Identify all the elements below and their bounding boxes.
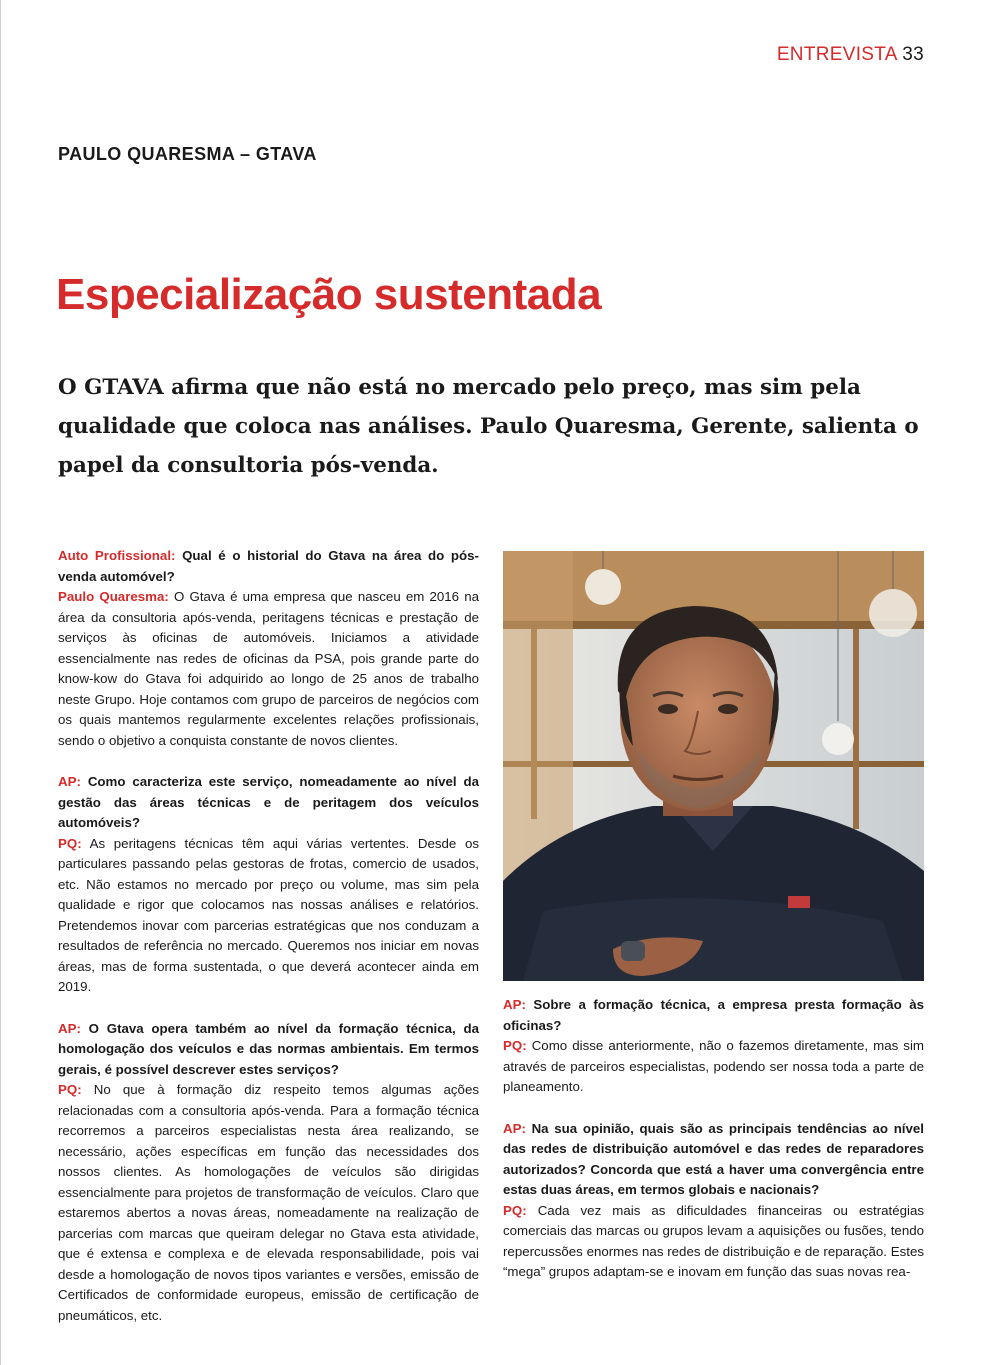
portrait-photo-icon [503,551,924,981]
question-text: Na sua opinião, quais são as principais tendências ao nível das redes de distribuição automóvel e das redes de reparadores autorizados? Concorda que está a haver uma convergência entre estas duas áreas, em termos globais e nacionais? [503,1120,924,1197]
answer [58,587,479,751]
answer-text: O Gtava é uma empresa que nasceu em 2016 na área da consultoria após-venda, peritagens técnicas e prestação de serviços às oficinas de automóveis. Iniciamos a atividade essencialmente nas redes de oficinas da PSA, pois grande parte do know-kow do Gtava foi adquirido ao longo de 25 anos de trabalho neste Grupo. Hoje contamos com grupo de parceiros de negócios com os quais mantemos regularmente excelentes relações profissionais, sendo o objetivo a conquista constante de novos clientes. [58,589,480,748]
section-name: ENTREVISTA [776,44,897,65]
portrait-photo [503,551,924,981]
answer-text: Cada vez mais as dificuldades financeiras ou estratégias comerciais das marcas ou grupos levam a aquisições ou fusões, tendo repercussões enormes nas redes de distribuição e de reparação. Estes “mega” grupos adaptam-se e inovam em função das suas novas rea- [503,1202,924,1279]
question [503,995,924,1036]
page-number: 33 [902,44,924,65]
answer-text: As peritagens técnicas têm aqui várias vertentes. Desde os particulares passando pelas gestoras de frotas, comercio de usados, etc. Não estamos no mercado por preço ou volume, mas sim pela qualidade e rigor que colocamos nas nossas análises e relatórios. Pretendemos inovar com parcerias estratégicas que nos conduzam a resultados de referência no mercado. Queremos nos iniciar em novas áreas, mas de forma sustentada, o que deverá acontecer ainda em 2019. [58,835,480,994]
qa-block [503,1119,924,1283]
question-text: O Gtava opera também ao nível da formação técnica, da homologação dos veículos e das normas ambientais. Em termos gerais, é possível descrever estes serviços? [58,1020,479,1077]
answer-speaker: PQ: [503,1202,527,1218]
question-text: Qual é o historial do Gtava na área do pós-venda automóvel? [58,548,479,584]
right-column [503,995,924,1304]
answer [503,1036,924,1098]
question-speaker: AP: [503,997,526,1012]
question-speaker: Auto Profissional: [58,548,176,563]
question [58,772,479,834]
answer [503,1201,924,1283]
section-header [777,44,924,66]
qa-block [58,546,479,751]
left-column [58,546,479,1347]
page-edge [0,0,1,1365]
answer [58,834,479,998]
question-text: Como caracteriza este serviço, nomeadamente ao nível da gestão das áreas técnicas e de peritagem dos veículos automóveis? [58,774,479,830]
question [58,1019,479,1081]
answer-text: No que à formação diz respeito temos algumas ações relacionadas com a consultoria após-venda. Para a formação técnica recorremos a parceiros especialistas nesta área realizando, se necessário, ações específicas em função das necessidades dos nossos clientes. As homologações de veículos são dirigidas essencialmente para projetos de transformação de veículos. Claro que estaremos abertos a novas áreas, nomeadamente na realização de parcerias com marcas que queiram delegar no Gtava esta atividade, que é extensa e complexa e de elevada responsabilidade, pois vai desde a homologação de novos tipos variantes e versões, emissão de Certificados de conformidade europeus, emissão de certificação de pneumáticos, etc. [58,1082,479,1323]
question-text: Sobre a formação técnica, a empresa presta formação às oficinas? [503,997,924,1033]
question-speaker: AP: [58,1020,81,1036]
answer-speaker: Paulo Quaresma: [58,589,169,604]
question [503,1119,924,1201]
article-lead: O GTAVA afirma que não está no mercado pelo preço, mas sim pela qualidade que coloca nas análises. Paulo Quaresma, Gerente, salienta o papel da consultoria pós-venda. [58,375,919,478]
answer-speaker: PQ: [503,1038,527,1053]
qa-block [503,995,924,1098]
question-speaker: AP: [58,774,81,789]
answer-text: Como disse anteriormente, não o fazemos diretamente, mas sim através de parceiros especialistas, podendo ser nossa toda a parte de planeamento. [503,1038,924,1094]
qa-block [58,772,479,998]
answer-speaker: PQ: [58,835,82,851]
interviewee-kicker: PAULO QUARESMA – GTAVA [58,144,317,164]
question [58,546,479,587]
answer-speaker: PQ: [58,1082,82,1097]
answer [58,1080,479,1326]
article-title: Especialização sustentada [56,270,602,319]
qa-block [58,1019,479,1327]
question-speaker: AP: [503,1120,526,1136]
